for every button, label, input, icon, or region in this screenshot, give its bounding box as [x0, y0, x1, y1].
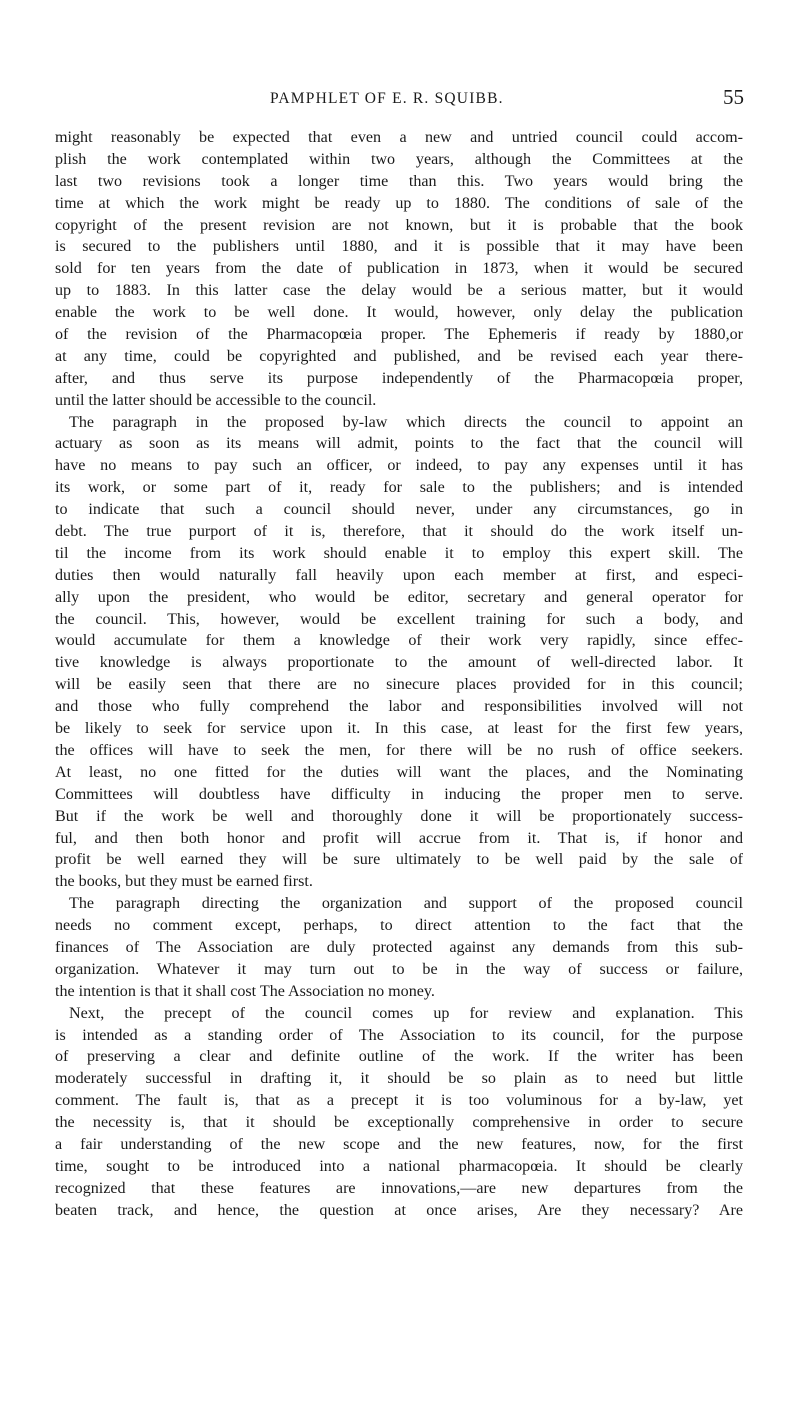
- text-line: time at which the work might be ready up to 1880. The conditions of sale of the: [55, 194, 743, 212]
- text-line: actuary as soon as its means will admit, points to the fact that the council will: [55, 435, 743, 453]
- text-line: ful, and then both honor and profit will accrue from it. That is, if honor and: [55, 829, 743, 847]
- text-line: be likely to seek for service upon it. In this case, at least for the first few years,: [55, 720, 743, 738]
- text-line: The paragraph in the proposed by-law which directs the council to appoint an: [69, 413, 743, 431]
- text-line: ally upon the president, who would be editor, secretary and general operator for: [55, 588, 743, 606]
- text-line: would accumulate for them a knowledge of their work very rapidly, since effec-: [55, 632, 743, 650]
- text-line: til the income from its work should enable it to employ this expert skill. The: [55, 544, 743, 562]
- text-line: duties then would naturally fall heavily upon each member at first, and especi-: [55, 566, 743, 584]
- text-line: will be easily seen that there are no sinecure places provided for in this council;: [55, 676, 743, 694]
- text-line: its work, or some part of it, ready for sale to the publishers; and is intended: [55, 479, 743, 497]
- text-line: is intended as a standing order of The Association to its council, for the purpose: [55, 1026, 743, 1044]
- text-line: finances of The Association are duly protected against any demands from this sub-: [55, 938, 743, 956]
- text-line: organization. Whatever it may turn out to be in the way of success or failure,: [55, 960, 743, 978]
- text-line: Committees will doubtless have difficulty in inducing the proper men to serve.: [55, 785, 743, 803]
- text-line: At least, no one fitted for the duties will want the places, and the Nominating: [55, 763, 743, 781]
- running-title: PAMPHLET OF E. R. SQUIBB.: [270, 90, 504, 107]
- text-line: to indicate that such a council should never, under any circumstances, go in: [55, 501, 743, 519]
- text-line: tive knowledge is always proportionate to the amount of well-directed labor. It: [55, 654, 743, 672]
- text-line: a fair understanding of the new scope and the new features, now, for the first: [55, 1135, 743, 1153]
- text-line: sold for ten years from the date of publication in 1873, when it would be secured: [55, 260, 743, 278]
- text-line: is secured to the publishers until 1880, and it is possible that it may have been: [55, 238, 743, 256]
- text-line: beaten track, and hence, the question at once arises, Are they necessary? Are: [55, 1201, 743, 1219]
- text-line: The paragraph directing the organization and support of the proposed council: [69, 895, 743, 913]
- text-line: might reasonably be expected that even a new and untried council could accom-: [55, 129, 743, 146]
- text-line: moderately successful in drafting it, it should be so plain as to need but little: [55, 1070, 743, 1088]
- text-line: comment. The fault is, that as a precept it is too voluminous for a by-law, yet: [55, 1092, 743, 1110]
- page-number: 55: [723, 85, 744, 109]
- text-line: the necessity is, that it should be exceptionally comprehensive in order to secure: [55, 1114, 743, 1132]
- body-text: [55, 127, 743, 1222]
- text-line: of preserving a clear and definite outline of the work. If the writer has been: [55, 1048, 743, 1066]
- text-line: the books, but they must be earned first.: [55, 873, 313, 891]
- running-head: [0, 85, 801, 114]
- text-line: debt. The true purport of it is, therefore, that it should do the work itself un-: [55, 523, 743, 541]
- text-line: copyright of the present revision are not known, but it is probable that the book: [55, 216, 743, 234]
- text-line: time, sought to be introduced into a national pharmacopœia. It should be clearly: [55, 1157, 743, 1175]
- text-line: and those who fully comprehend the labor and responsibilities involved will not: [55, 698, 743, 716]
- text-line: Next, the precept of the council comes up for review and explanation. This: [69, 1004, 743, 1022]
- text-line: recognized that these features are innovations,—are new departures from the: [55, 1179, 743, 1197]
- text-line: enable the work to be well done. It would, however, only delay the publication: [55, 304, 743, 322]
- text-line: profit be well earned they will be sure ultimately to be well paid by the sale of: [55, 851, 743, 869]
- text-line: the offices will have to seek the men, for there will be no rush of office seekers.: [55, 741, 743, 759]
- text-line: up to 1883. In this latter case the delay would be a serious matter, but it would: [55, 282, 743, 300]
- text-line: the intention is that it shall cost The Association no money.: [55, 982, 435, 1000]
- text-line: last two revisions took a longer time than this. Two years would bring the: [55, 172, 743, 190]
- text-line: have no means to pay such an officer, or indeed, to pay any expenses until it has: [55, 457, 743, 475]
- text-line: plish the work contemplated within two years, although the Committees at the: [55, 150, 743, 168]
- text-line: the council. This, however, would be excellent training for such a body, and: [55, 610, 743, 628]
- text-line: needs no comment except, perhaps, to direct attention to the fact that the: [55, 917, 743, 935]
- text-line: until the latter should be accessible to the council.: [55, 391, 377, 409]
- text-line: of the revision of the Pharmacopœia proper. The Ephemeris if ready by 1880,or: [55, 326, 743, 344]
- text-line: But if the work be well and thoroughly done it will be proportionately success-: [55, 807, 743, 825]
- text-line: at any time, could be copyrighted and published, and be revised each year there-: [55, 347, 743, 365]
- text-line: after, and thus serve its purpose independently of the Pharmacopœia proper,: [55, 369, 743, 387]
